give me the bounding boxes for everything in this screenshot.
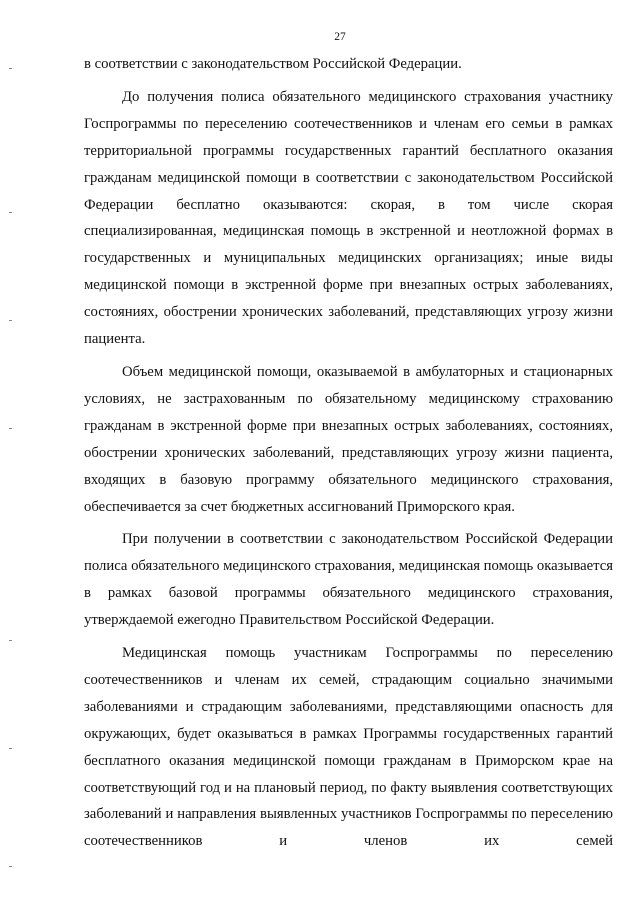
paragraph-continuation: в соответствии с законодательством Российской Федерации. xyxy=(84,56,462,72)
margin-mark xyxy=(9,212,12,213)
paragraph-oms-policy: До получения полиса обязательного медицинского страхования участнику Госпрограммы по переселению соотечественников и членам его семьи в рамках территориальной программы государственных гарантий бесплатного оказания гражданам медицинской помощи в соответствии с законодательством Российской Федерации бесплатно оказываются: скорая, в том числе скорая специализированная, медицинская помощь в экстренной и неотложной формах в государственных и муниципальных медицинских организациях; иные виды медицинской помощи в экстренной форме при внезапных острых заболеваниях, состояниях, обострении хронических заболеваний, представляющих угрозу жизни пациента. xyxy=(84,88,613,348)
document-body xyxy=(84,51,613,855)
margin-mark xyxy=(9,640,12,641)
margin-mark xyxy=(9,748,12,749)
paragraph-uninsured-care: Объем медицинской помощи, оказываемой в амбулаторных и стационарных условиях, не застрахованным по обязательному медицинскому страхованию гражданам в экстренной форме при внезапных острых заболеваниях, состояниях, обострении хронических заболеваний, представляющих угрозу жизни пациента, входящих в базовую программу обязательного медицинского страхования, обеспечивается за счет бюджетных ассигнований Приморского края. xyxy=(84,363,613,515)
margin-mark xyxy=(9,866,12,867)
page-number: 27 xyxy=(334,31,346,43)
margin-mark xyxy=(9,428,12,429)
paragraph-basic-program: При получении в соответствии с законодательством Российской Федерации полиса обязательного медицинского страхования, медицинская помощь оказывается в рамках базовой программы обязательного медицинского страхования, утверждаемой ежегодно Правительством Российской Федерации. xyxy=(84,531,613,629)
paragraph-socially-significant: Медицинская помощь участникам Госпрограммы по переселению соотечественников и членам их семей, страдающим социально значимыми заболеваниями и страдающим заболеваниями, представляющими опасность для окружающих, будет оказываться в рамках Программы государственных гарантий бесплатного оказания медицинской помощи гражданам в Приморском крае на соответствующий год и на плановый период, по факту выявления соответствующих заболеваний и направления выявленных участников Госпрограммы по переселению соотечественников и членов их семей xyxy=(84,645,613,850)
margin-mark xyxy=(9,68,12,69)
margin-mark xyxy=(9,320,12,321)
